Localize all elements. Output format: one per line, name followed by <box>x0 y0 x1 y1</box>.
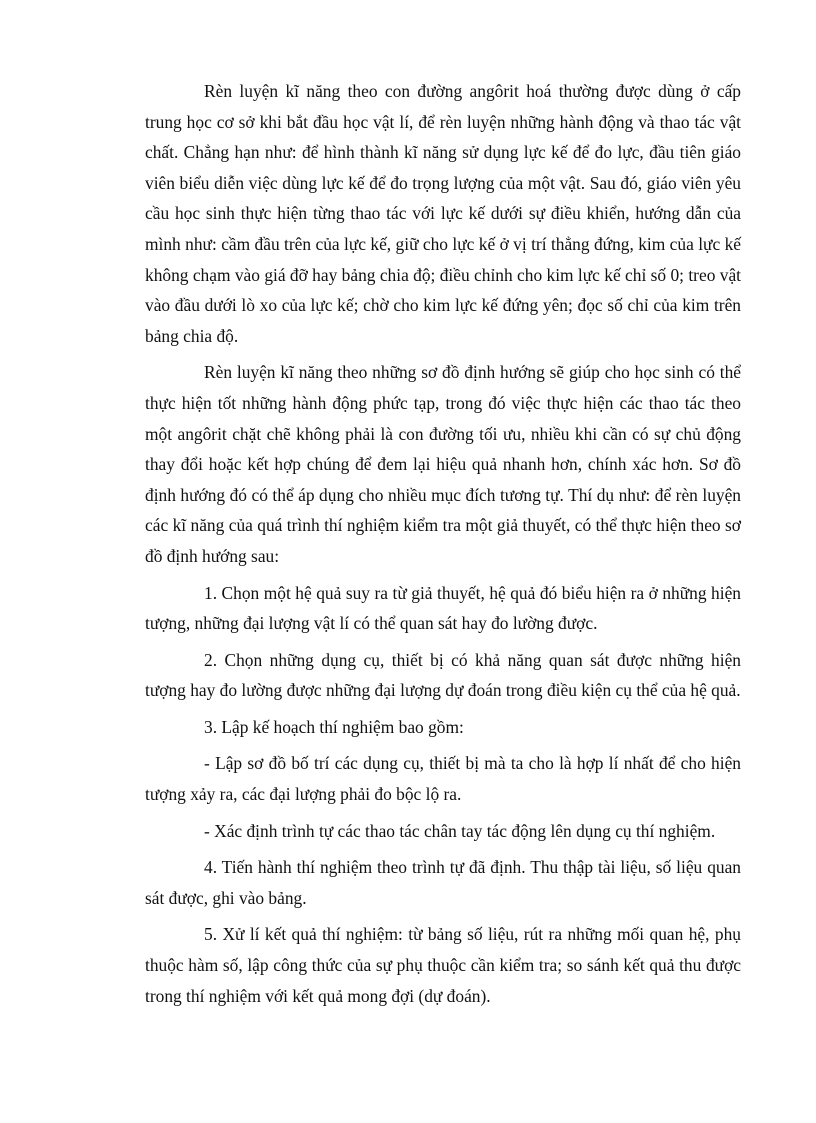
document-body <box>145 76 741 1017</box>
list-item-step-5: 5. Xử lí kết quả thí nghiệm: từ bảng số liệu, rút ra những mối quan hệ, phụ thuộc hàm số, lập công thức của sự phụ thuộc cần kiểm tra; so sánh kết quả thu được trong thí nghiệm với kết quả mong đợi (dự đoán). <box>145 924 741 1006</box>
list-item-step-4: 4. Tiến hành thí nghiệm theo trình tự đã định. Thu thập tài liệu, số liệu quan sát được, ghi vào bảng. <box>145 857 741 908</box>
paragraph-orientation-scheme: Rèn luyện kĩ năng theo những sơ đồ định hướng sẽ giúp cho học sinh có thể thực hiện tốt những hành động phức tạp, trong đó việc thực hiện các thao tác theo một angôrit chặt chẽ không phải là con đường tối ưu, nhiều khi cần có sự chủ động thay đổi hoặc kết hợp chúng để đem lại hiệu quả nhanh hơn, chính xác hơn. Sơ đồ định hướng đó có thể áp dụng cho nhiều mục đích tương tự. Thí dụ như: để rèn luyện các kĩ năng của quá trình thí nghiệm kiểm tra một giả thuyết, có thể thực hiện theo sơ đồ định hướng sau: <box>145 362 741 566</box>
list-item-step-1: 1. Chọn một hệ quả suy ra từ giả thuyết, hệ quả đó biểu hiện ra ở những hiện tượng, những đại lượng vật lí có thể quan sát hay đo lường được. <box>145 582 741 634</box>
list-item-step-2: 2. Chọn những dụng cụ, thiết bị có khả năng quan sát được những hiện tượng hay đo lường được những đại lượng dự đoán trong điều kiện cụ thể của hệ quả. <box>145 649 741 701</box>
list-item-step-3-sub-1: - Lập sơ đồ bố trí các dụng cụ, thiết bị mà ta cho là hợp lí nhất để cho hiện tượng xảy ra, các đại lượng phải đo bộc lộ ra. <box>145 753 741 805</box>
list-item-step-3: 3. Lập kế hoạch thí nghiệm bao gồm: <box>204 716 464 737</box>
paragraph-algorithmic-training: Rèn luyện kĩ năng theo con đường angôrit hoá thường được dùng ở cấp trung học cơ sở khi bắt đầu học vật lí, để rèn luyện những hành động và thao tác vật chất. Chẳng hạn như: để hình thành kĩ năng sử dụng lực kế để đo lực, đầu tiên giáo viên biểu diễn việc dùng lực kế để đo trọng lượng của một vật. Sau đó, giáo viên yêu cầu học sinh thực hiện từng thao tác với lực kế dưới sự điều khiển, hướng dẫn của mình như: cầm đầu trên của lực kế, giữ cho lực kế ở vị trí thẳng đứng, kim của lực kế không chạm vào giá đỡ hay bảng chia độ; điều chỉnh cho kim lực kế chỉ số 0; treo vật vào đầu dưới lò xo của lực kế; chờ cho kim lực kế đứng yên; đọc số chỉ của kim trên bảng chia độ. <box>145 81 741 346</box>
list-item-step-3-sub-2: - Xác định trình tự các thao tác chân tay tác động lên dụng cụ thí nghiệm. <box>204 820 716 841</box>
